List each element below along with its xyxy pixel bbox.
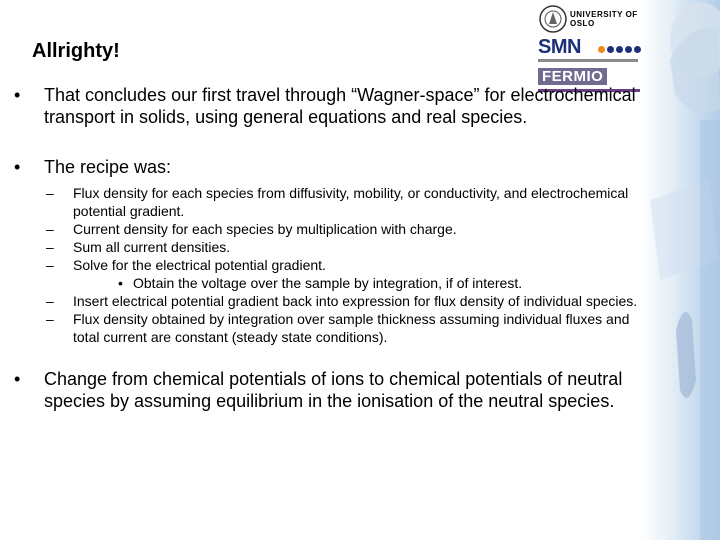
bullet-recipe xyxy=(14,156,644,178)
dash-marker: – xyxy=(46,185,54,201)
recipe-step xyxy=(14,238,644,256)
bullet-conclusion xyxy=(14,84,644,128)
bullet-text: The recipe was: xyxy=(44,157,172,177)
dash-marker: – xyxy=(46,221,54,237)
bullet-marker: • xyxy=(14,369,21,389)
recipe-step xyxy=(14,184,644,220)
step-text: Current density for each species by multiplication with charge. xyxy=(73,221,457,237)
bullet-marker: • xyxy=(14,157,21,177)
recipe-step xyxy=(14,256,644,274)
step-text: Sum all current densities. xyxy=(73,239,231,255)
slide-title: Allrighty! xyxy=(32,40,120,62)
step-text: Flux density for each species from diffusivity, mobility, or conductivity, and electrochemical potential gradient. xyxy=(73,185,629,219)
sub-step-text: Obtain the voltage over the sample by integration, if of interest. xyxy=(133,275,523,291)
slide-body xyxy=(14,84,644,412)
fermio-logo: FERMIO xyxy=(538,68,607,85)
bullet-text: That concludes our first travel through “Wagner-space” for electrochemical transport in solids, using general equations and real species. xyxy=(44,85,636,127)
bullet-marker: • xyxy=(14,85,21,105)
dash-marker: – xyxy=(46,311,54,327)
recipe-step xyxy=(14,292,644,310)
smn-subtitle-bar xyxy=(538,59,638,62)
recipe-sub-step xyxy=(14,274,644,292)
dash-marker: – xyxy=(46,239,54,255)
statue-illustration xyxy=(640,0,720,540)
recipe-step xyxy=(14,310,644,346)
smn-logo: SMN xyxy=(538,36,581,58)
dash-marker: – xyxy=(46,257,54,273)
step-text: Solve for the electrical potential gradient. xyxy=(73,257,326,273)
university-logo: UNIVERSITY OF OSLO xyxy=(570,10,638,28)
recipe-step xyxy=(14,220,644,238)
step-text: Flux density obtained by integration over sample thickness assuming individual fluxes and total current are constant (steady state conditions). xyxy=(73,311,630,345)
bullet-change xyxy=(14,368,644,412)
recipe-steps xyxy=(14,184,644,346)
decorative-side-banner xyxy=(640,0,720,540)
step-text: Insert electrical potential gradient back into expression for flux density of individual species. xyxy=(73,293,638,309)
sub-bullet-marker: • xyxy=(118,275,123,291)
smn-dots-icon xyxy=(598,40,643,58)
dash-marker: – xyxy=(46,293,54,309)
university-seal-icon xyxy=(538,4,568,34)
bullet-text: Change from chemical potentials of ions to chemical potentials of neutral species by assuming equilibrium in the ionisation of the neutral species. xyxy=(44,369,623,411)
